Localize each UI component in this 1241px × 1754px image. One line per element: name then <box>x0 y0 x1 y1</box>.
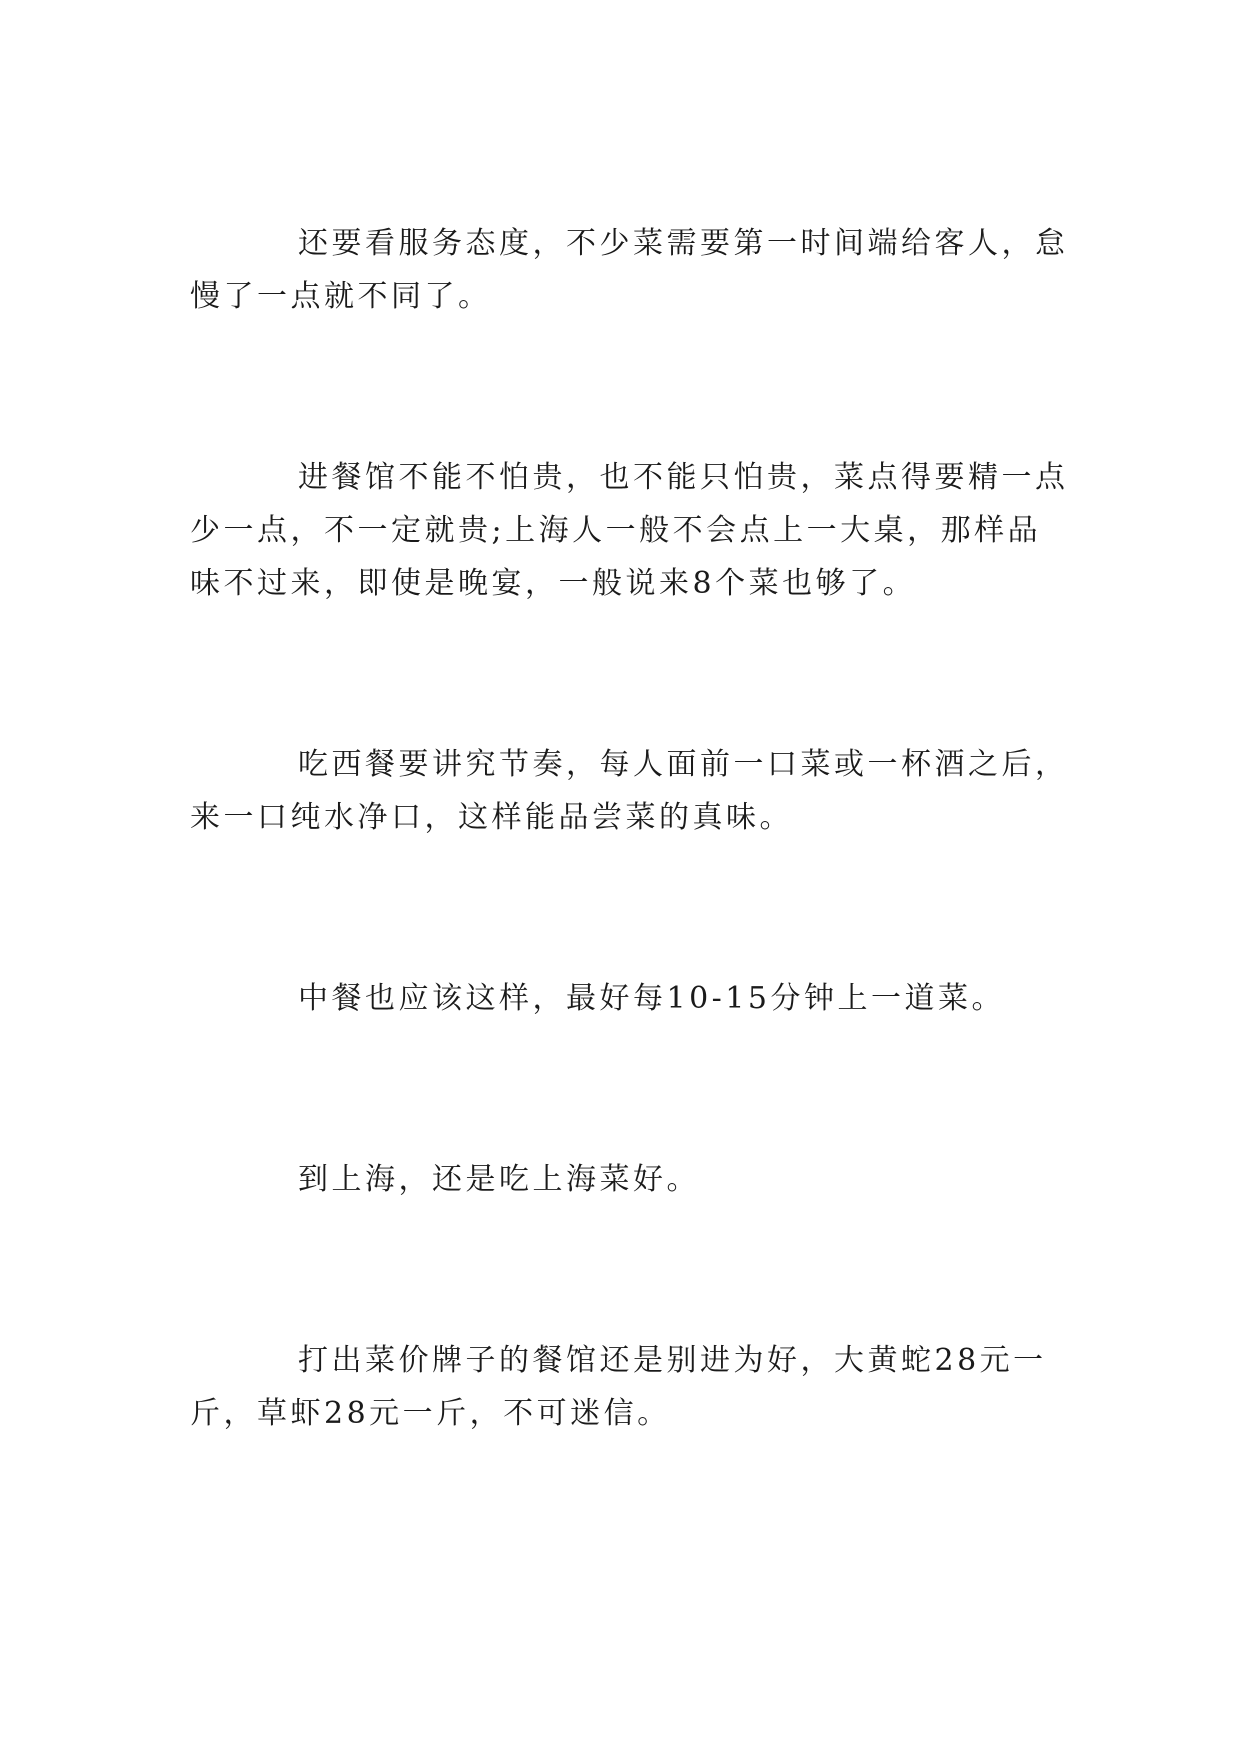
paragraph-western-dining-rhythm: 吃西餐要讲究节奏，每人面前一口菜或一杯酒之后，来一口纯水净口，这样能品尝菜的真味。 <box>190 747 1069 835</box>
paragraph-service-attitude: 还要看服务态度，不少菜需要第一时间端给客人，怠慢了一点就不同了。 <box>190 226 1069 314</box>
paragraph-shanghai-cuisine: 到上海，还是吃上海菜好。 <box>298 1162 700 1197</box>
paragraph-chinese-dining-pace: 中餐也应该这样，最好每10-15分钟上一道菜。 <box>298 981 1005 1016</box>
paragraph-ordering-advice: 进餐馆不能不怕贵，也不能只怕贵，菜点得要精一点少一点，不一定就贵;上海人一般不会点上一大桌，那样品味不过来，即使是晚宴，一般说来8个菜也够了。 <box>190 460 1069 601</box>
paragraph-price-board-warning: 打出菜价牌子的餐馆还是别进为好，大黄蛇28元一斤，草虾28元一斤，不可迷信。 <box>190 1343 1047 1431</box>
